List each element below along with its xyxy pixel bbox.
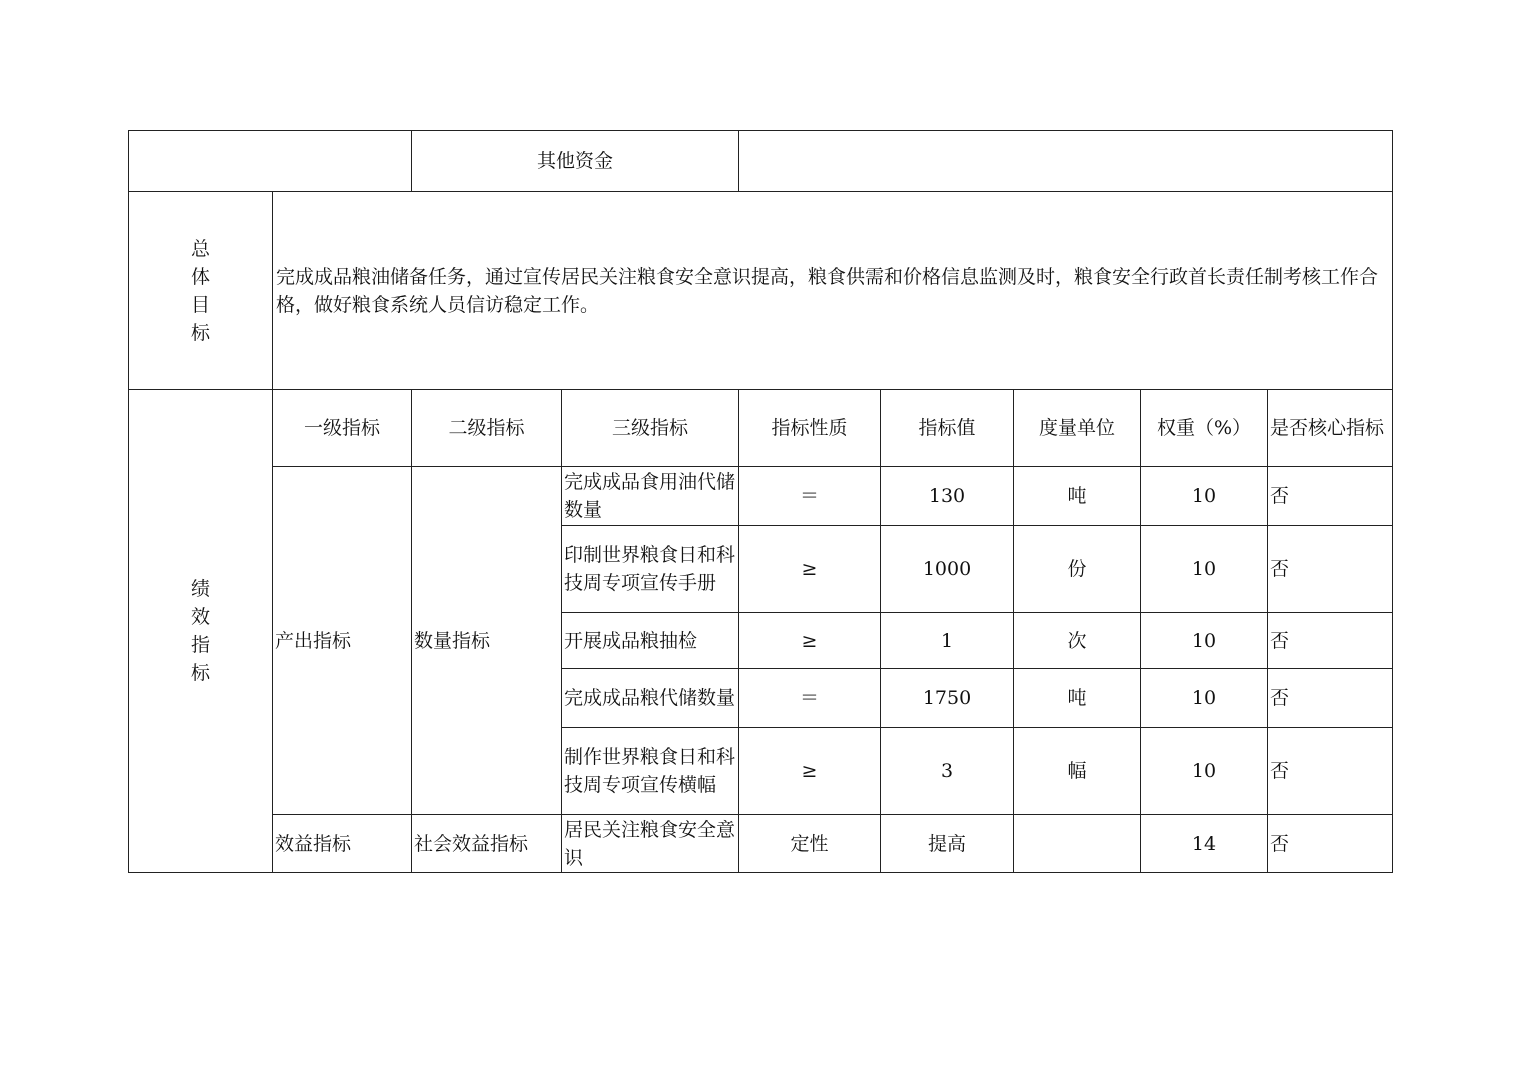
performance-target-table — [128, 130, 1393, 873]
column-header: 度量单位 — [1014, 390, 1141, 467]
weight: 10 — [1141, 728, 1268, 815]
indicator-value: 130 — [881, 467, 1014, 526]
level3-indicator: 完成成品粮代储数量 — [562, 669, 739, 728]
table-row — [129, 467, 1393, 526]
measure-unit: 吨 — [1014, 467, 1141, 526]
level3-indicator: 开展成品粮抽检 — [562, 613, 739, 669]
indicator-nature: ＝ — [739, 669, 881, 728]
core-indicator: 否 — [1268, 669, 1393, 728]
indicator-nature: ＝ — [739, 467, 881, 526]
weight: 10 — [1141, 467, 1268, 526]
level1-indicator: 效益指标 — [273, 815, 412, 873]
measure-unit: 次 — [1014, 613, 1141, 669]
measure-unit: 幅 — [1014, 728, 1141, 815]
indicator-value: 1 — [881, 613, 1014, 669]
column-header: 指标性质 — [739, 390, 881, 467]
indicator-nature: 定性 — [739, 815, 881, 873]
level3-indicator: 印制世界粮食日和科技周专项宣传手册 — [562, 526, 739, 613]
column-header: 权重（%） — [1141, 390, 1268, 467]
indicator-value: 3 — [881, 728, 1014, 815]
measure-unit: 份 — [1014, 526, 1141, 613]
performance-indicator-label: 绩 效 指 标 — [129, 390, 273, 873]
indicator-nature: ≥ — [739, 728, 881, 815]
core-indicator: 否 — [1268, 467, 1393, 526]
level3-indicator: 制作世界粮食日和科技周专项宣传横幅 — [562, 728, 739, 815]
column-header: 二级指标 — [412, 390, 562, 467]
core-indicator: 否 — [1268, 815, 1393, 873]
overall-goal-label: 总 体 目 标 — [129, 192, 273, 390]
level1-indicator: 产出指标 — [273, 467, 412, 815]
column-header: 指标值 — [881, 390, 1014, 467]
fund-label: 其他资金 — [412, 131, 739, 192]
overall-goal-text: 完成成品粮油储备任务，通过宣传居民关注粮食安全意识提高，粮食供需和价格信息监测及时，粮食安全行政首长责任制考核工作合格，做好粮食系统人员信访稳定工作。 — [273, 192, 1393, 390]
indicator-value: 1750 — [881, 669, 1014, 728]
level2-indicator: 社会效益指标 — [412, 815, 562, 873]
indicator-nature: ≥ — [739, 613, 881, 669]
measure-unit: 吨 — [1014, 669, 1141, 728]
column-header: 一级指标 — [273, 390, 412, 467]
core-indicator: 否 — [1268, 728, 1393, 815]
weight: 10 — [1141, 526, 1268, 613]
column-header: 是否核心指标 — [1268, 390, 1393, 467]
measure-unit — [1014, 815, 1141, 873]
indicator-value: 1000 — [881, 526, 1014, 613]
weight: 14 — [1141, 815, 1268, 873]
level3-indicator: 居民关注粮食安全意识 — [562, 815, 739, 873]
fund-row — [129, 131, 1393, 192]
fund-blank-cell — [129, 131, 412, 192]
table-row — [129, 815, 1393, 873]
core-indicator: 否 — [1268, 613, 1393, 669]
indicator-value: 提高 — [881, 815, 1014, 873]
indicator-header-row — [129, 390, 1393, 467]
overall-goal-row — [129, 192, 1393, 390]
weight: 10 — [1141, 669, 1268, 728]
weight: 10 — [1141, 613, 1268, 669]
column-header: 三级指标 — [562, 390, 739, 467]
fund-value — [739, 131, 1393, 192]
level2-indicator: 数量指标 — [412, 467, 562, 815]
core-indicator: 否 — [1268, 526, 1393, 613]
level3-indicator: 完成成品食用油代储数量 — [562, 467, 739, 526]
indicator-nature: ≥ — [739, 526, 881, 613]
